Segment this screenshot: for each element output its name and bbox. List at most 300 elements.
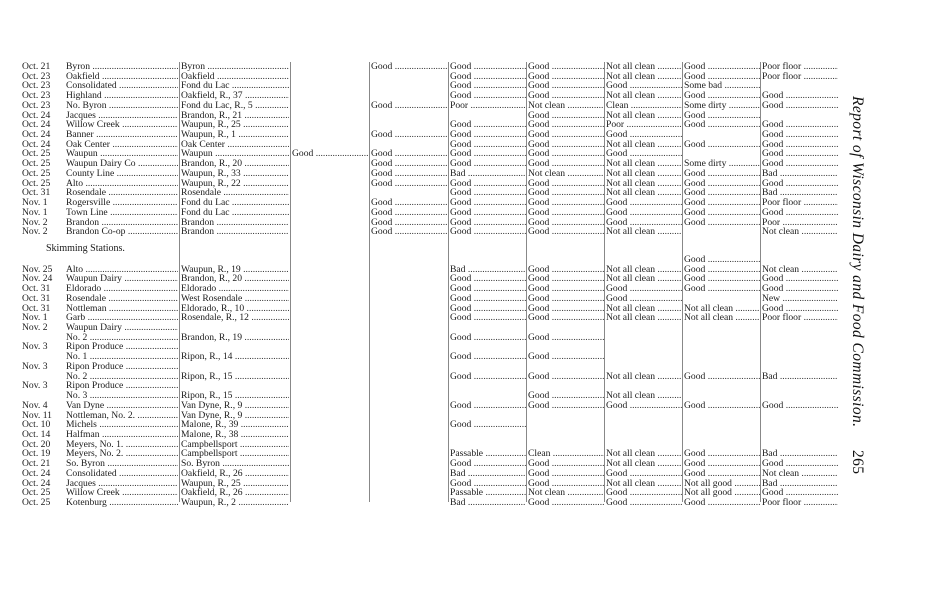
location-cell: Waupun, R., 19 ..... — [181, 265, 289, 275]
rating-col-4: Good ..... — [528, 498, 604, 508]
station-name-cell: No. 2 ..... — [66, 372, 178, 382]
column-rule-6 — [604, 62, 605, 502]
rating-col-3: Good ..... — [450, 120, 526, 130]
rating-col-6: Good ..... — [684, 120, 760, 130]
rating-col-7: Good ..... — [762, 401, 838, 411]
rating-col-7: Good ..... — [762, 120, 838, 130]
location-cell: Eldorado, R., 10 ..... — [181, 304, 289, 314]
date-cell: Oct. 23 — [22, 100, 51, 111]
rating-col-2: Good ..... — [371, 218, 447, 228]
station-name-cell: Waupun Dairy Co ..... — [66, 159, 178, 169]
rating-col-2: Good ..... — [371, 149, 447, 159]
rating-col-3: Good ..... — [450, 81, 526, 91]
location-cell: Waupun ..... — [181, 149, 289, 159]
rating-col-5: Not all clean ..... — [606, 91, 682, 101]
rating-col-4: Good ..... — [528, 333, 604, 343]
location-cell: Waupun, R., 22 ..... — [181, 179, 289, 189]
rating-col-7: Good ..... — [762, 179, 838, 189]
rating-col-3: Passable ..... — [450, 488, 526, 498]
rating-col-6: Good ..... — [684, 469, 760, 479]
rating-col-4: Good ..... — [528, 208, 604, 218]
location-cell: Brandon, R., 21 ..... — [181, 111, 289, 121]
rating-col-5: Not all clean ..... — [606, 188, 682, 198]
rating-col-3: Good ..... — [450, 420, 526, 430]
rating-col-6: Good ..... — [684, 208, 760, 218]
rating-col-3: Good ..... — [450, 352, 526, 362]
location-cell: Oakfield, R., 37 ..... — [181, 91, 289, 101]
rating-col-6: Not all good ..... — [684, 488, 760, 498]
station-name-cell: No. 2 ..... — [66, 333, 178, 343]
rating-col-7: Not clean ..... — [762, 469, 838, 479]
rating-col-6: Good ..... — [684, 498, 760, 508]
location-cell: Oakfield, R., 26 ..... — [181, 469, 289, 479]
location-cell: Oakfield ..... — [181, 72, 289, 82]
date-cell: Oct. 23 — [22, 81, 51, 92]
rating-col-4: Good ..... — [528, 130, 604, 140]
rating-col-7: Bad ..... — [762, 479, 838, 489]
location-cell: Brandon, R., 20 ..... — [181, 274, 289, 284]
rating-col-6: Good ..... — [684, 449, 760, 459]
rating-col-4: Good ..... — [528, 149, 604, 159]
date-cell: Oct. 24 — [22, 110, 51, 121]
rating-col-7: Good ..... — [762, 91, 838, 101]
rating-col-4: Good ..... — [528, 81, 604, 91]
station-name-cell: Alto ..... — [66, 265, 178, 275]
rating-col-7: New ..... — [762, 294, 838, 304]
rating-col-3: Poor ..... — [450, 101, 526, 111]
location-cell: Fond du Lac, R., 5 ..... — [181, 101, 289, 111]
location-cell: Eldorado ..... — [181, 284, 289, 294]
rating-col-4: Good ..... — [528, 352, 604, 362]
station-name-cell: Rosendale ..... — [66, 188, 178, 198]
rating-col-2: Good ..... — [371, 130, 447, 140]
rating-col-4: Good ..... — [528, 218, 604, 228]
date-cell: Oct. 31 — [22, 188, 51, 199]
rating-col-5: Not all clean ..... — [606, 169, 682, 179]
rating-col-3: Good ..... — [450, 198, 526, 208]
station-name-cell: No. 3 ..... — [66, 391, 178, 401]
location-cell: Fond du Lac ..... — [181, 208, 289, 218]
rating-col-2: Good ..... — [371, 208, 447, 218]
location-cell: Byron ..... — [181, 62, 289, 72]
rating-col-3: Good ..... — [450, 284, 526, 294]
rating-col-7: Good ..... — [762, 130, 838, 140]
rating-col-5: Not all clean ..... — [606, 274, 682, 284]
rating-col-5: Not all clean ..... — [606, 459, 682, 469]
station-name-cell: Highland ..... — [66, 91, 178, 101]
rating-col-6: Some dirty ..... — [684, 159, 760, 169]
column-rule-8 — [760, 62, 761, 502]
rating-col-6: Good ..... — [684, 91, 760, 101]
column-rule-5 — [526, 62, 527, 502]
rating-col-4: Good ..... — [528, 227, 604, 237]
station-name-cell: Waupun Dairy ..... — [66, 323, 178, 333]
rating-col-3: Good ..... — [450, 274, 526, 284]
station-name-cell: Halfman ..... — [66, 430, 178, 440]
rating-col-7: Good ..... — [762, 488, 838, 498]
column-rule-4 — [448, 62, 449, 502]
rating-col-6: Good ..... — [684, 188, 760, 198]
rating-col-4: Good ..... — [528, 72, 604, 82]
rating-col-4: Good ..... — [528, 62, 604, 72]
rating-col-3: Good ..... — [450, 294, 526, 304]
location-cell: Ripon, R., 14 ..... — [181, 352, 289, 362]
rating-col-5: Good ..... — [606, 469, 682, 479]
location-cell: Waupun, R., 25 ..... — [181, 120, 289, 130]
station-name-cell: Jacques ..... — [66, 111, 178, 121]
location-cell: Oakfield, R., 26 ..... — [181, 488, 289, 498]
rating-col-3: Good ..... — [450, 208, 526, 218]
rating-col-2: Good ..... — [371, 169, 447, 179]
rating-col-1: Good ..... — [292, 149, 368, 159]
rating-col-7: Bad ..... — [762, 372, 838, 382]
rating-col-4: Good ..... — [528, 140, 604, 150]
rating-col-5: Not all clean ..... — [606, 313, 682, 323]
date-cell: Oct. 25 — [22, 178, 51, 189]
rating-col-6: Some dirty ..... — [684, 101, 760, 111]
section-heading: Skimming Stations. — [46, 243, 125, 254]
station-name-cell: Rosendale ..... — [66, 294, 178, 304]
date-cell: Oct. 10 — [22, 420, 51, 431]
rating-col-3: Passable ..... — [450, 449, 526, 459]
location-cell: West Rosendale ..... — [181, 294, 289, 304]
date-cell: Oct. 31 — [22, 293, 51, 304]
rating-col-4: Good ..... — [528, 294, 604, 304]
station-name-cell: County Line ..... — [66, 169, 178, 179]
rating-col-6: Good ..... — [684, 255, 760, 265]
location-cell: Rosendale ..... — [181, 188, 289, 198]
location-cell: Rosendale, R., 12 ..... — [181, 313, 289, 323]
rating-col-7: Poor floor ..... — [762, 313, 838, 323]
date-cell: Oct. 31 — [22, 284, 51, 295]
rating-col-7: Good ..... — [762, 304, 838, 314]
station-name-cell: Jacques ..... — [66, 479, 178, 489]
rating-col-4: Good ..... — [528, 265, 604, 275]
location-cell: Van Dyne, R., 9 ..... — [181, 401, 289, 411]
station-name-cell: Garb ..... — [66, 313, 178, 323]
date-cell: Oct. 20 — [22, 439, 51, 450]
rating-col-4: Not clean ..... — [528, 101, 604, 111]
rating-col-5: Not all clean ..... — [606, 304, 682, 314]
date-cell: Nov. 1 — [22, 207, 48, 218]
rating-col-3: Good ..... — [450, 304, 526, 314]
rating-col-5: Not all clean ..... — [606, 479, 682, 489]
station-name-cell: Willow Creek ..... — [66, 120, 178, 130]
column-rule-7 — [682, 62, 683, 502]
date-cell: Oct. 21 — [22, 62, 51, 72]
rating-col-7: Good ..... — [762, 140, 838, 150]
rating-col-3: Bad ..... — [450, 498, 526, 508]
date-cell: Oct. 24 — [22, 120, 51, 131]
location-cell: Campbellsport ..... — [181, 440, 289, 450]
rating-col-5: Not all clean ..... — [606, 391, 682, 401]
rating-col-5: Not all clean ..... — [606, 179, 682, 189]
date-cell: Nov. 2 — [22, 217, 48, 228]
rating-col-7: Not clean ..... — [762, 227, 838, 237]
location-cell: Brandon, R., 19 ..... — [181, 333, 289, 343]
station-name-cell: Rogersville ..... — [66, 198, 178, 208]
rating-col-5: Good ..... — [606, 198, 682, 208]
location-cell: Waupun, R., 1 ..... — [181, 130, 289, 140]
date-cell: Oct. 25 — [22, 149, 51, 160]
rating-col-4: Not clean ..... — [528, 169, 604, 179]
rating-col-4: Good ..... — [528, 188, 604, 198]
location-cell: Waupun, R., 33 ..... — [181, 169, 289, 179]
rating-col-6: Good ..... — [684, 265, 760, 275]
station-name-cell: Meyers, No. 2. ..... — [66, 449, 178, 459]
rating-col-7: Good ..... — [762, 149, 838, 159]
rating-col-3: Good ..... — [450, 479, 526, 489]
station-name-cell: Byron ..... — [66, 62, 178, 72]
rating-col-7: Good ..... — [762, 101, 838, 111]
rating-col-2: Good ..... — [371, 198, 447, 208]
rating-col-6: Good ..... — [684, 401, 760, 411]
rating-col-5: Not all clean ..... — [606, 449, 682, 459]
station-name-cell: Meyers, No. 1. ..... — [66, 440, 178, 450]
rating-col-6: Not all good ..... — [684, 479, 760, 489]
rating-col-5: Good ..... — [606, 498, 682, 508]
rating-col-6: Good ..... — [684, 274, 760, 284]
date-cell: Oct. 23 — [22, 91, 51, 102]
rating-col-5: Not all clean ..... — [606, 227, 682, 237]
rating-col-4: Good ..... — [528, 401, 604, 411]
station-name-cell: Willow Creek ..... — [66, 488, 178, 498]
rating-col-7: Good ..... — [762, 159, 838, 169]
station-name-cell: Ripon Produce ..... — [66, 362, 178, 372]
column-rule-1 — [179, 62, 180, 502]
rating-col-6: Good ..... — [684, 198, 760, 208]
date-cell: Nov. 25 — [22, 264, 53, 275]
station-name-cell: No. 1 ..... — [66, 352, 178, 362]
rating-col-3: Good ..... — [450, 179, 526, 189]
rating-col-5: Good ..... — [606, 488, 682, 498]
date-cell: Oct. 31 — [22, 303, 51, 314]
date-cell: Oct. 24 — [22, 478, 51, 489]
rating-col-5: Good ..... — [606, 208, 682, 218]
rating-col-3: Good ..... — [450, 313, 526, 323]
station-name-cell: Nottleman ..... — [66, 304, 178, 314]
location-cell: Brandon ..... — [181, 218, 289, 228]
rating-col-7: Poor floor ..... — [762, 72, 838, 82]
station-name-cell: Town Line ..... — [66, 208, 178, 218]
rating-col-5: Not all clean ..... — [606, 265, 682, 275]
rating-col-7: Not clean ..... — [762, 265, 838, 275]
location-cell: So. Byron ..... — [181, 459, 289, 469]
rating-col-3: Good ..... — [450, 149, 526, 159]
rating-col-6: Good ..... — [684, 179, 760, 189]
rating-col-4: Good ..... — [528, 479, 604, 489]
date-cell: Nov. 11 — [22, 410, 52, 421]
location-cell: Campbellsport ..... — [181, 449, 289, 459]
rating-col-4: Good ..... — [528, 304, 604, 314]
rating-col-6: Good ..... — [684, 169, 760, 179]
rating-col-3: Good ..... — [450, 72, 526, 82]
rating-col-3: Good ..... — [450, 62, 526, 72]
date-cell: Oct. 25 — [22, 498, 51, 508]
rating-col-4: Good ..... — [528, 469, 604, 479]
rating-col-4: Good ..... — [528, 111, 604, 121]
rating-col-7: Poor ..... — [762, 218, 838, 228]
date-cell: Oct. 24 — [22, 139, 51, 150]
rating-col-3: Good ..... — [450, 159, 526, 169]
rating-col-5: Good ..... — [606, 284, 682, 294]
rating-col-2: Good ..... — [371, 179, 447, 189]
rating-col-7: Bad ..... — [762, 449, 838, 459]
rating-col-5: Good ..... — [606, 218, 682, 228]
rating-col-6: Good ..... — [684, 72, 760, 82]
rating-col-2: Good ..... — [371, 62, 447, 72]
location-cell: Ripon, R., 15 ..... — [181, 391, 289, 401]
station-name-cell: Ripon Produce ..... — [66, 381, 178, 391]
location-cell: Oak Center ..... — [181, 140, 289, 150]
rating-col-4: Good ..... — [528, 391, 604, 401]
station-name-cell: Eldorado ..... — [66, 284, 178, 294]
date-cell: Nov. 2 — [22, 323, 48, 334]
running-head — [836, 96, 866, 496]
rating-col-2: Good ..... — [371, 227, 447, 237]
rating-col-3: Good ..... — [450, 130, 526, 140]
rating-col-6: Not all clean ..... — [684, 313, 760, 323]
date-cell: Oct. 24 — [22, 468, 51, 479]
rating-col-7: Good ..... — [762, 274, 838, 284]
rating-col-4: Clean ..... — [528, 449, 604, 459]
location-cell: Ripon, R., 15 ..... — [181, 372, 289, 382]
column-rule-2 — [290, 62, 291, 502]
location-cell: Brandon, R., 20 ..... — [181, 159, 289, 169]
rating-col-5: Not all clean ..... — [606, 62, 682, 72]
rating-col-4: Not clean ..... — [528, 488, 604, 498]
rating-col-5: Clean ..... — [606, 101, 682, 111]
rating-col-6: Good ..... — [684, 62, 760, 72]
location-cell: Fond du Lac ..... — [181, 198, 289, 208]
rating-col-5: Good ..... — [606, 149, 682, 159]
rating-col-5: Good ..... — [606, 81, 682, 91]
rating-col-3: Good ..... — [450, 372, 526, 382]
station-name-cell: Michels ..... — [66, 420, 178, 430]
rating-col-4: Good ..... — [528, 372, 604, 382]
station-name-cell: Waupun Dairy ..... — [66, 274, 178, 284]
rating-col-7: Poor floor ..... — [762, 498, 838, 508]
rating-col-3: Good ..... — [450, 459, 526, 469]
date-cell: Nov. 4 — [22, 400, 48, 411]
rating-col-6: Good ..... — [684, 284, 760, 294]
station-name-cell: Brandon ..... — [66, 218, 178, 228]
date-cell: Oct. 24 — [22, 130, 51, 141]
rating-col-7: Good ..... — [762, 208, 838, 218]
date-cell: Oct. 25 — [22, 168, 51, 179]
rating-col-5: Not all clean ..... — [606, 372, 682, 382]
date-cell: Nov. 3 — [22, 381, 48, 392]
rating-col-3: Good ..... — [450, 401, 526, 411]
rating-col-6: Good ..... — [684, 218, 760, 228]
rating-col-3: Bad ..... — [450, 265, 526, 275]
rating-col-2: Good ..... — [371, 101, 447, 111]
rating-col-5: Not all clean ..... — [606, 72, 682, 82]
rating-col-4: Good ..... — [528, 159, 604, 169]
rating-col-4: Good ..... — [528, 313, 604, 323]
date-cell: Nov. 1 — [22, 198, 48, 209]
rating-col-6: Some bad ..... — [684, 81, 760, 91]
rating-col-5: Not all clean ..... — [606, 140, 682, 150]
rating-col-5: Not all clean ..... — [606, 159, 682, 169]
rating-col-5: Good ..... — [606, 294, 682, 304]
station-name-cell: Oak Center ..... — [66, 140, 178, 150]
station-name-cell: Consolidated ..... — [66, 81, 178, 91]
rating-col-5: Good ..... — [606, 130, 682, 140]
date-cell: Oct. 19 — [22, 449, 51, 460]
rating-col-4: Good ..... — [528, 274, 604, 284]
rating-col-4: Good ..... — [528, 179, 604, 189]
location-cell: Malone, R., 38 ..... — [181, 430, 289, 440]
rating-col-6: Good ..... — [684, 459, 760, 469]
station-name-cell: Banner ..... — [66, 130, 178, 140]
rating-col-4: Good ..... — [528, 459, 604, 469]
rating-col-7: Poor floor ..... — [762, 198, 838, 208]
station-name-cell: So. Byron ..... — [66, 459, 178, 469]
date-cell: Nov. 24 — [22, 274, 53, 285]
station-name-cell: Waupun ..... — [66, 149, 178, 159]
date-cell: Oct. 21 — [22, 459, 51, 470]
date-cell: Oct. 14 — [22, 429, 51, 440]
station-name-cell: Ripon Produce ..... — [66, 342, 178, 352]
location-cell: Waupun, R., 25 ..... — [181, 479, 289, 489]
rating-col-7: Poor floor ..... — [762, 62, 838, 72]
location-cell: Malone, R., 39 ..... — [181, 420, 289, 430]
column-rule-3 — [369, 62, 370, 502]
station-name-cell: Consolidated ..... — [66, 469, 178, 479]
station-name-cell: Nottleman, No. 2. ..... — [66, 411, 178, 421]
station-name-cell: Alto ..... — [66, 179, 178, 189]
station-name-cell: Oakfield ..... — [66, 72, 178, 82]
station-name-cell: Van Dyne ..... — [66, 401, 178, 411]
rating-col-4: Good ..... — [528, 91, 604, 101]
rating-col-7: Bad ..... — [762, 169, 838, 179]
rating-col-5: Not all clean ..... — [606, 111, 682, 121]
rating-col-3: Good ..... — [450, 227, 526, 237]
rating-col-6: Not all clean ..... — [684, 304, 760, 314]
rating-col-7: Bad ..... — [762, 188, 838, 198]
rating-col-5: Good ..... — [606, 401, 682, 411]
date-cell: Oct. 23 — [22, 71, 51, 82]
date-cell: Nov. 3 — [22, 342, 48, 353]
rating-col-5: Poor ..... — [606, 120, 682, 130]
rating-col-4: Good ..... — [528, 120, 604, 130]
location-cell: Fond du Lac ..... — [181, 81, 289, 91]
running-head-title: Report of Wisconsin Dairy and Food Commission. — [849, 96, 866, 428]
rating-col-6: Good ..... — [684, 111, 760, 121]
date-cell: Nov. 2 — [22, 227, 48, 238]
rating-col-4: Good ..... — [528, 198, 604, 208]
location-cell: Waupun, R., 2 ..... — [181, 498, 289, 508]
location-cell: Brandon ..... — [181, 227, 289, 237]
rating-col-3: Good ..... — [450, 140, 526, 150]
date-cell: Oct. 25 — [22, 488, 51, 499]
rating-col-2: Good ..... — [371, 159, 447, 169]
page-number: 265 — [849, 449, 866, 475]
rating-col-3: Good ..... — [450, 218, 526, 228]
station-name-cell: No. Byron ..... — [66, 101, 178, 111]
rating-col-3: Bad ..... — [450, 169, 526, 179]
date-cell: Nov. 3 — [22, 361, 48, 372]
rating-col-7: Good ..... — [762, 284, 838, 294]
rating-col-3: Bad ..... — [450, 469, 526, 479]
rating-col-3: Good ..... — [450, 333, 526, 343]
rating-col-3: Good ..... — [450, 188, 526, 198]
date-cell: Nov. 1 — [22, 313, 48, 324]
rating-col-4: Good ..... — [528, 284, 604, 294]
rating-col-7: Good ..... — [762, 459, 838, 469]
rating-col-6: Good ..... — [684, 372, 760, 382]
